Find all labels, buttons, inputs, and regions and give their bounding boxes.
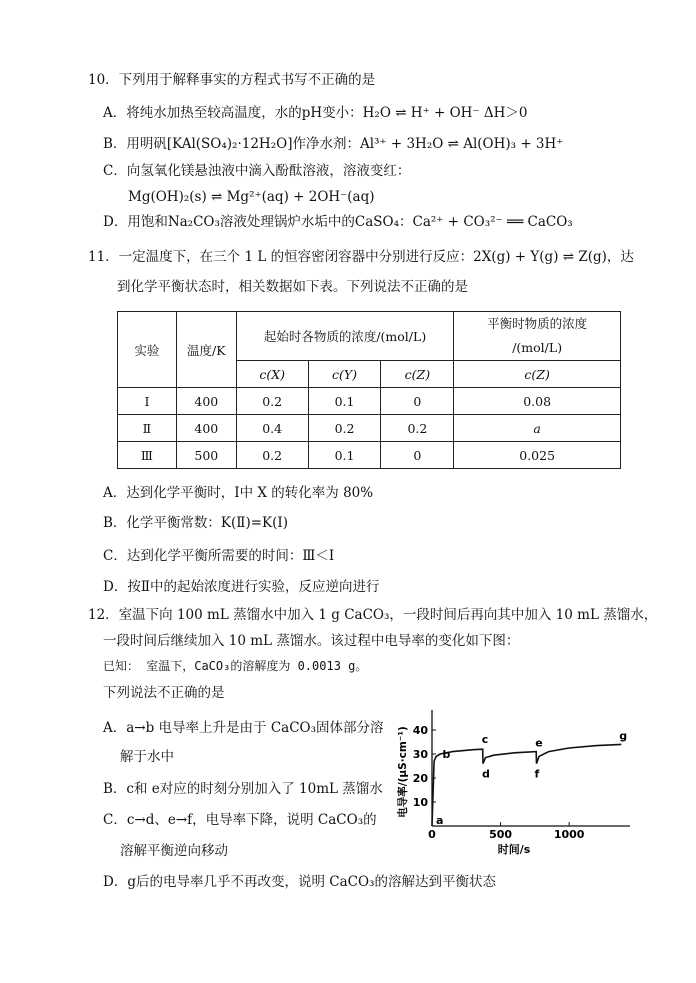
header-eq-conc-line2: /(mol/L) [512, 340, 563, 355]
point-label-f: f [534, 767, 540, 781]
q10-option-c-equation: Mg(OH)₂(s) ⇌ Mg²⁺(aq) + 2OH⁻(aq) [128, 189, 375, 205]
q10-option-a: A．将纯水加热至较高温度，水的pH变小：H₂O ⇌ H⁺ + OH⁻ ΔH＞0 [103, 105, 528, 121]
x-axis-label: 时间/s [497, 843, 531, 856]
header-temperature: 温度/K [176, 312, 236, 388]
subheader-cY: c(Y) [308, 361, 381, 388]
point-label-a: a [436, 814, 444, 827]
q12-option-c-cont: 溶解平衡逆向移动 [120, 843, 228, 859]
q11-stem-cont: 到化学平衡状态时，相关数据如下表。下列说法不正确的是 [117, 279, 468, 295]
q11-data-table [117, 311, 621, 469]
q12-option-a: A．a→b 电导率上升是由于 CaCO₃固体部分溶 [103, 720, 384, 736]
q11-option-b: B．化学平衡常数：K(Ⅱ)=K(Ⅰ) [103, 515, 288, 531]
table-cell: 0.2 [381, 415, 454, 442]
q12-option-a-cont: 解于水中 [120, 749, 174, 765]
q11-stem: 11．一定温度下，在三个 1 L 的恒容密闭容器中分别进行反应：2X(g) + Y(g) ⇌ Z(g)，达 [88, 249, 634, 265]
table-cell: 0.2 [308, 415, 381, 442]
q12-option-b: B．c和 e对应的时刻分别加入了 10mL 蒸馏水 [103, 781, 383, 797]
x-tick-label: 500 [489, 828, 513, 841]
q10-option-c: C．向氢氧化镁悬浊液中滴入酚酞溶液，溶液变红： [103, 163, 411, 179]
table-cell: 0 [381, 388, 454, 415]
header-experiment: 实验 [118, 312, 177, 388]
subheader-cX: c(X) [236, 361, 308, 388]
table-cell: 0.2 [236, 388, 308, 415]
q11-option-d: D．按Ⅱ中的起始浓度进行实验，反应逆向进行 [103, 579, 380, 595]
q12-stem: 12．室温下向 100 mL 蒸馏水中加入 1 g CaCO₃，一段时间后再向其中加入 10 mL 蒸馏水， [88, 607, 658, 623]
y-tick-label: 20 [412, 772, 428, 785]
y-tick-label: 30 [412, 748, 428, 761]
table-row [118, 442, 621, 469]
y-tick-label: 10 [412, 796, 428, 809]
table-cell: Ⅱ [118, 415, 177, 442]
table-cell: 500 [176, 442, 236, 469]
subheader-cZ: c(Z) [381, 361, 454, 388]
table-cell: 400 [176, 388, 236, 415]
table-cell: 0 [381, 442, 454, 469]
header-initial-conc: 起始时各物质的浓度/(mol/L) [236, 312, 454, 361]
q12-option-c: C．c→d、e→f，电导率下降，说明 CaCO₃的 [103, 812, 377, 828]
point-label-c: c [481, 733, 489, 747]
table-row [118, 388, 621, 415]
point-label-b: b [442, 748, 451, 762]
q12-known-note: 已知： 室温下，CaCO₃的溶解度为 0.0013 g。 [103, 659, 368, 673]
x-tick-label: 1000 [553, 828, 585, 841]
table-cell: 0.2 [236, 442, 308, 469]
chart-marks [432, 729, 627, 827]
table-cell: Ⅰ [118, 388, 177, 415]
point-label-d: d [482, 767, 490, 781]
table-cell: 0.08 [454, 388, 621, 415]
table-cell: Ⅲ [118, 442, 177, 469]
q10-stem: 10．下列用于解释事实的方程式书写不正确的是 [88, 72, 376, 88]
table-row [118, 415, 621, 442]
chart-axes [396, 710, 630, 856]
point-label-e: e [535, 736, 543, 750]
table-cell: 0.1 [308, 442, 381, 469]
header-eq-conc-line1: 平衡时物质的浓度 [487, 316, 588, 331]
q12-stem-cont: 一段时间后继续加入 10 mL 蒸馏水。该过程中电导率的变化如下图： [103, 633, 520, 649]
subheader-eq-cZ: c(Z) [454, 361, 621, 388]
table-cell: 0.1 [308, 388, 381, 415]
conductivity-chart [392, 700, 642, 860]
y-axis-label: 电导率/(μS·cm⁻¹) [397, 726, 409, 818]
table-cell: 400 [176, 415, 236, 442]
series-line [432, 744, 621, 826]
q11-option-c: C．达到化学平衡所需要的时间：Ⅲ＜Ⅰ [103, 548, 335, 564]
x-tick-label: 0 [428, 828, 436, 841]
q10-option-d: D．用饱和Na₂CO₃溶液处理锅炉水垢中的CaSO₄：Ca²⁺ + CO₃²⁻ ══ CaCO₃ [103, 214, 573, 230]
point-label-g: g [619, 729, 628, 743]
table-cell: a [454, 415, 621, 442]
q10-option-b: B．用明矾[KAl(SO₄)₂·12H₂O]作净水剂：Al³⁺ + 3H₂O ⇌ Al(OH)₃ + 3H⁺ [103, 136, 564, 152]
header-eq-conc [454, 312, 621, 361]
table-cell: 0.4 [236, 415, 308, 442]
q11-option-a: A．达到化学平衡时，Ⅰ中 X 的转化率为 80% [103, 485, 374, 501]
y-tick-label: 40 [412, 724, 428, 737]
q12-option-d: D．g后的电导率几乎不再改变，说明 CaCO₃的溶解达到平衡状态 [103, 874, 496, 890]
q12-ask: 下列说法不正确的是 [103, 685, 225, 701]
table-cell: 0.025 [454, 442, 621, 469]
